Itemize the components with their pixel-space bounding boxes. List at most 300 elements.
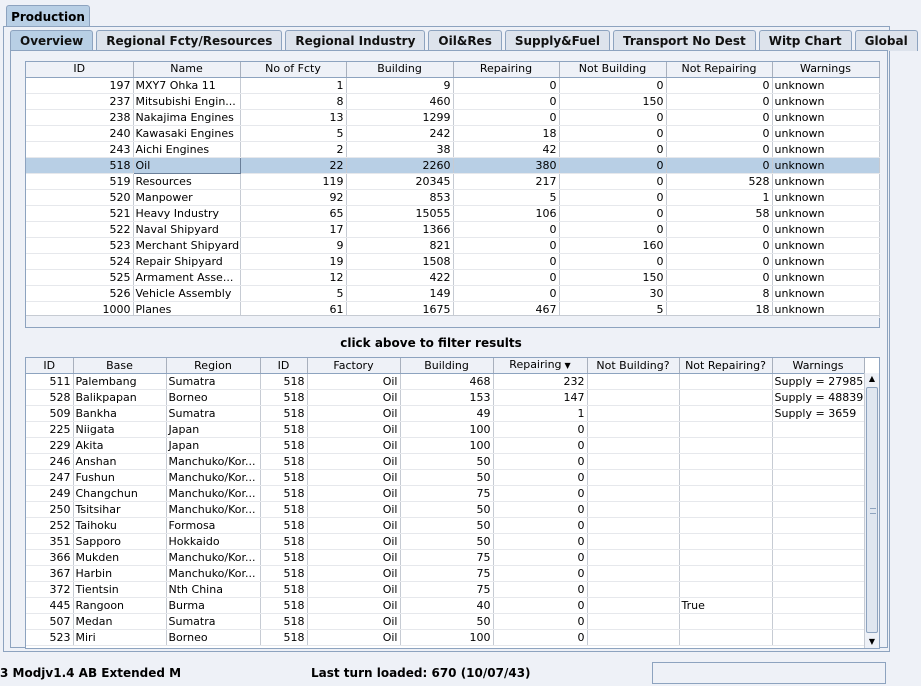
column-header[interactable] [166,358,260,374]
tab-witp-chart[interactable]: Witp Chart [759,30,852,51]
table-cell: 0 [559,77,666,93]
table-cell: 50 [400,470,493,486]
table-cell [587,486,679,502]
table-cell: 351 [26,534,73,550]
table-cell [679,390,772,406]
table-cell: 1 [666,189,772,205]
table-cell: 380 [453,157,559,173]
tab-oil-res[interactable]: Oil&Res [428,30,501,51]
column-header[interactable]: Repairing [453,62,559,77]
column-header[interactable] [772,358,864,374]
table-cell: 1000 [26,301,133,317]
column-header[interactable]: Name [133,62,240,77]
table-cell: Repair Shipyard [133,253,240,269]
table-cell: Sumatra [166,614,260,630]
table-cell [772,582,864,598]
column-header-label: Base [106,358,133,372]
column-header-label: Building [424,358,469,372]
table-cell: 518 [260,470,307,486]
table-cell [679,374,772,390]
table-cell: Oil [307,630,400,646]
table-cell: 20345 [346,173,453,189]
table-cell: Harbin [73,566,166,582]
column-header[interactable] [307,358,400,374]
table-cell: 0 [666,141,772,157]
column-header-label: Region [194,358,232,372]
table-cell [772,598,864,614]
table-cell [587,502,679,518]
table-cell: 12 [240,269,346,285]
table-cell [587,534,679,550]
status-last-turn: Last turn loaded: 670 (10/07/43) [311,666,531,680]
table-cell: 367 [26,566,73,582]
table-cell: 0 [493,502,587,518]
table-cell: 0 [453,109,559,125]
table-row[interactable] [26,582,864,598]
table-cell [587,390,679,406]
table-cell: unknown [772,173,879,189]
table-cell: 13 [240,109,346,125]
column-header[interactable]: Building [346,62,453,77]
table-cell: 149 [346,285,453,301]
column-header-label: Repairing [509,358,562,371]
table-cell: Palembang [73,374,166,390]
table-cell: 0 [666,269,772,285]
table-cell: Resources [133,173,240,189]
table-row[interactable] [26,598,864,614]
tab-bar [10,30,921,51]
table-cell: Oil [307,502,400,518]
table-cell: Oil [307,566,400,582]
sort-descending-icon: ▼ [564,361,571,370]
table-cell [679,406,772,422]
table-cell: Supply = 27985 [772,374,864,390]
table-row[interactable] [26,141,879,157]
table-cell: Miri [73,630,166,646]
table-cell: Borneo [166,630,260,646]
table-cell: 0 [493,582,587,598]
table-cell: 0 [493,454,587,470]
table-cell: 0 [493,630,587,646]
table-cell: Oil [307,422,400,438]
table-cell [587,454,679,470]
table-cell: Anshan [73,454,166,470]
table-cell: unknown [772,141,879,157]
table-row[interactable] [26,422,864,438]
table-cell: 0 [666,237,772,253]
table-cell: Oil [307,374,400,390]
table-cell: Japan [166,422,260,438]
table-row[interactable] [26,630,864,646]
table-cell: 243 [26,141,133,157]
table-cell: 0 [559,253,666,269]
table-row[interactable] [26,470,864,486]
table-row[interactable] [26,269,879,285]
table-cell [679,422,772,438]
table-cell: unknown [772,205,879,221]
table-cell: 0 [493,534,587,550]
scroll-up-icon[interactable]: ▲ [868,374,876,383]
table-cell: 8 [666,285,772,301]
table-cell [772,550,864,566]
table-cell: Sapporo [73,534,166,550]
table-cell: Nth China [166,582,260,598]
table-cell: 0 [559,109,666,125]
table-cell: unknown [772,301,879,317]
table-cell: MXY7 Ohka 11 [133,77,240,93]
table-row[interactable] [26,486,864,502]
table-cell: Akita [73,438,166,454]
table-cell: Manchuko/Kor... [166,486,260,502]
table-cell: 5 [453,189,559,205]
table-cell: 0 [493,598,587,614]
table-cell: 240 [26,125,133,141]
table-row[interactable] [26,518,864,534]
table-cell [772,502,864,518]
grip-icon [870,508,876,514]
table-cell: Bankha [73,406,166,422]
table-cell [772,614,864,630]
table-row[interactable] [26,93,879,109]
column-header[interactable]: Warnings [772,62,879,77]
column-header[interactable] [679,358,772,374]
tab-global[interactable]: Global [855,30,918,51]
table-cell: 17 [240,221,346,237]
table-row[interactable] [26,566,864,582]
table-cell: 518 [260,422,307,438]
table-row[interactable] [26,285,879,301]
table-cell: True [679,598,772,614]
table-cell: 518 [260,614,307,630]
table-cell: unknown [772,285,879,301]
table-cell [587,422,679,438]
table-cell: 50 [400,454,493,470]
table-cell: 92 [240,189,346,205]
table-cell: unknown [772,253,879,269]
column-header[interactable] [587,358,679,374]
table-cell: Supply = 48839 [772,390,864,406]
table-cell: 467 [453,301,559,317]
table-cell: Balikpapan [73,390,166,406]
vertical-scrollbar[interactable] [864,373,879,648]
column-header[interactable]: Not Building [559,62,666,77]
column-header[interactable] [493,358,587,374]
table-row[interactable] [26,406,864,422]
table-cell: 75 [400,582,493,598]
table-cell: unknown [772,109,879,125]
table-cell: 237 [26,93,133,109]
table-cell: 0 [559,205,666,221]
table-cell: Oil [307,406,400,422]
table-cell: 50 [400,614,493,630]
table-row[interactable] [26,157,879,173]
table-cell: Sumatra [166,406,260,422]
table-cell: Manchuko/Kor... [166,470,260,486]
table-cell: unknown [772,125,879,141]
table-cell [679,630,772,646]
table-row[interactable] [26,614,864,630]
table-cell: 0 [453,269,559,285]
filter-hint: click above to filter results [340,336,522,350]
table-cell [587,566,679,582]
table-cell: 5 [240,285,346,301]
table-cell: 0 [493,518,587,534]
table-cell [679,614,772,630]
table-cell: 150 [559,93,666,109]
table-cell: 0 [493,550,587,566]
table-cell: 0 [666,109,772,125]
status-version: 3 Modjv1.4 AB Extended M [0,666,182,680]
table-cell [587,582,679,598]
table-row[interactable] [26,205,879,221]
column-header[interactable] [73,358,166,374]
table-cell: 232 [493,374,587,390]
table-cell: 0 [559,173,666,189]
table-cell: 518 [260,390,307,406]
table-cell: 217 [453,173,559,189]
table-cell: 160 [559,237,666,253]
table-cell [772,566,864,582]
table-cell: 242 [346,125,453,141]
table-cell: 0 [453,253,559,269]
tab-production[interactable]: Production [6,5,90,27]
table-cell: Oil [307,518,400,534]
table-cell: 119 [240,173,346,189]
table-row[interactable] [26,237,879,253]
table-cell: 523 [26,630,73,646]
table-cell: 49 [400,406,493,422]
table-cell: 518 [260,486,307,502]
table-cell: 0 [453,237,559,253]
table-row[interactable] [26,454,864,470]
table-cell: 18 [666,301,772,317]
table-cell: Oil [307,470,400,486]
table-cell: 507 [26,614,73,630]
column-header[interactable]: Not Repairing [666,62,772,77]
table-cell: 528 [666,173,772,189]
table-cell: Borneo [166,390,260,406]
table-cell: 468 [400,374,493,390]
table-cell: Mitsubishi Engin... [133,93,240,109]
table-cell: 518 [260,582,307,598]
table-cell: 518 [260,630,307,646]
column-header[interactable] [26,358,73,374]
table-cell [587,518,679,534]
table-cell: 5 [559,301,666,317]
table-cell: 0 [666,157,772,173]
table-row[interactable] [26,253,879,269]
table-cell: Changchun [73,486,166,502]
table-cell [772,534,864,550]
table-cell: 520 [26,189,133,205]
table-cell: Manchuko/Kor... [166,550,260,566]
table-cell [679,502,772,518]
table-cell: 518 [260,566,307,582]
table-cell: 523 [26,237,133,253]
table-cell: 821 [346,237,453,253]
table-cell: 1366 [346,221,453,237]
table-cell [679,550,772,566]
table-cell [679,534,772,550]
table-row[interactable] [26,221,879,237]
table-cell: Fushun [73,470,166,486]
table-cell: 518 [260,598,307,614]
table-cell: 0 [666,125,772,141]
table-cell: Hokkaido [166,534,260,550]
table-cell [679,438,772,454]
table-cell [772,438,864,454]
table-cell: 1 [240,77,346,93]
table-cell: 100 [400,630,493,646]
table-cell: 0 [493,566,587,582]
table-cell: Kawasaki Engines [133,125,240,141]
scroll-thumb[interactable] [866,387,878,633]
column-header-label: ID [43,358,56,372]
table-cell: 197 [26,77,133,93]
table-row[interactable] [26,125,879,141]
table-cell [772,486,864,502]
table-cell: 8 [240,93,346,109]
table-row[interactable] [26,374,864,390]
tab-supply-fuel[interactable]: Supply&Fuel [505,30,610,51]
table-cell: Oil [307,390,400,406]
column-header[interactable]: No of Fcty [240,62,346,77]
table-cell: 521 [26,205,133,221]
table-cell: 50 [400,518,493,534]
table-row[interactable] [26,173,879,189]
table-row[interactable] [26,109,879,125]
table-cell: 38 [346,141,453,157]
table-cell: 18 [453,125,559,141]
table-cell: 518 [260,534,307,550]
table-cell: 65 [240,205,346,221]
factory-detail-table [25,357,880,649]
table-cell: 250 [26,502,73,518]
table-cell: 249 [26,486,73,502]
table-cell [772,518,864,534]
column-header-label: Not Repairing? [685,358,766,372]
tab-overview[interactable]: Overview [10,30,93,51]
column-header[interactable] [260,358,307,374]
table-cell: 853 [346,189,453,205]
table-cell: 372 [26,582,73,598]
table-cell: 75 [400,486,493,502]
table-cell [772,630,864,646]
table-cell: 100 [400,438,493,454]
table-row[interactable] [26,550,864,566]
tab-transport-no-dest[interactable]: Transport No Dest [613,30,756,51]
table-cell: Sumatra [166,374,260,390]
table-cell: 518 [260,454,307,470]
table-cell: 0 [493,486,587,502]
table-row[interactable] [26,77,879,93]
scroll-down-icon[interactable]: ▼ [868,637,876,646]
column-header-label: Warnings [792,358,844,372]
table-cell: Planes [133,301,240,317]
table-cell: 100 [400,422,493,438]
table-row[interactable] [26,390,864,406]
table-cell: 519 [26,173,133,189]
table-cell: Naval Shipyard [133,221,240,237]
table-cell [587,614,679,630]
table-cell: 511 [26,374,73,390]
table-cell: Tientsin [73,582,166,598]
table-cell: 0 [493,422,587,438]
table-cell: 0 [559,125,666,141]
table-cell: 0 [453,77,559,93]
table-cell [587,406,679,422]
table-cell: Heavy Industry [133,205,240,221]
table-cell: unknown [772,269,879,285]
table-row[interactable] [26,438,864,454]
table-cell [587,598,679,614]
column-header[interactable] [400,358,493,374]
table-cell: 2260 [346,157,453,173]
table-cell: 522 [26,221,133,237]
table-cell [772,422,864,438]
table-cell: Nakajima Engines [133,109,240,125]
table-cell: 518 [260,518,307,534]
table-cell: 247 [26,470,73,486]
table-cell: 75 [400,550,493,566]
table-cell: Manchuko/Kor... [166,566,260,582]
table-cell: 518 [260,438,307,454]
table-row[interactable] [26,502,864,518]
table-cell: Oil [307,534,400,550]
tab-regional-fcty-resources[interactable]: Regional Fcty/Resources [96,30,282,51]
table-row[interactable] [26,189,879,205]
table-cell [679,566,772,582]
table-cell: 15055 [346,205,453,221]
table-cell: Oil [307,438,400,454]
table-cell: Oil [307,454,400,470]
table-cell: 150 [559,269,666,285]
table-cell: unknown [772,237,879,253]
table-cell: 1 [493,406,587,422]
table-cell: 40 [400,598,493,614]
table-cell: 153 [400,390,493,406]
table-cell: unknown [772,93,879,109]
table-cell: 445 [26,598,73,614]
table-cell: 525 [26,269,133,285]
column-header-label: Factory [333,358,374,372]
table-cell: Formosa [166,518,260,534]
table-cell: Oil [307,598,400,614]
table-cell: Taihoku [73,518,166,534]
table-cell: 0 [666,253,772,269]
column-header[interactable]: ID [26,62,133,77]
table-cell: 0 [559,189,666,205]
table-cell: 106 [453,205,559,221]
table-cell: Rangoon [73,598,166,614]
table-cell [679,454,772,470]
table-cell: 0 [666,221,772,237]
tab-regional-industry[interactable]: Regional Industry [285,30,425,51]
horizontal-scrollbar[interactable] [26,315,879,327]
table-cell: 0 [493,614,587,630]
factory-summary-table [25,61,880,328]
table-cell: 518 [260,502,307,518]
table-cell: 30 [559,285,666,301]
column-header-label: ID [277,358,290,372]
table-cell: unknown [772,77,879,93]
table-row[interactable] [26,534,864,550]
table-cell: Manchuko/Kor... [166,502,260,518]
table-cell [587,630,679,646]
table-cell [679,486,772,502]
table-cell: 0 [559,221,666,237]
table-cell: 229 [26,438,73,454]
